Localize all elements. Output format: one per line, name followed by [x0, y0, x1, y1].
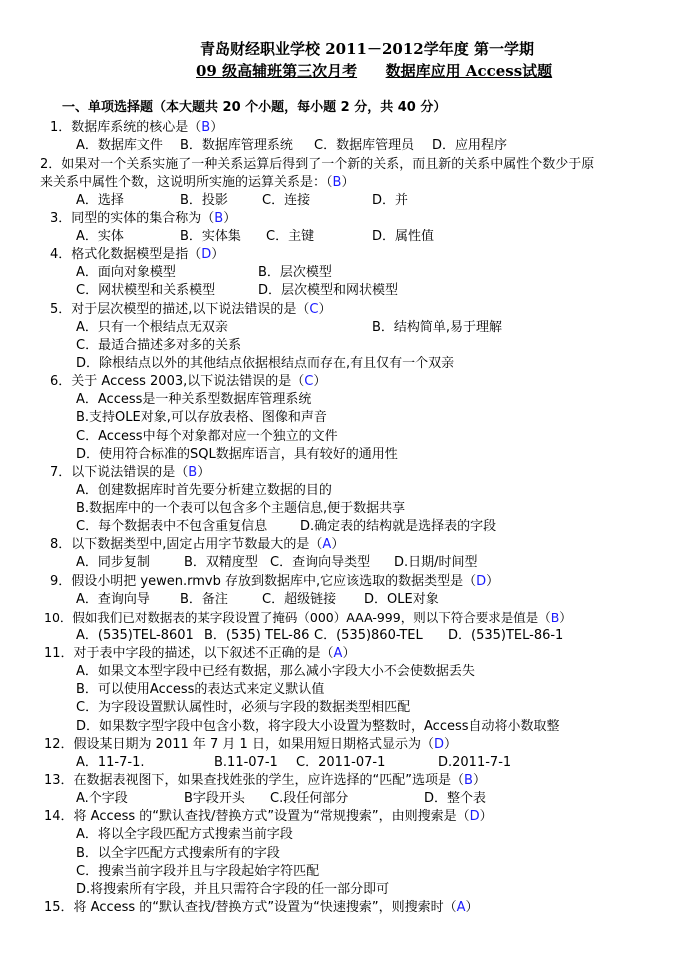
option: A．面向对象模型 — [76, 265, 176, 280]
question-stem: 9．假设小明把 yewen.rmvb 存放到数据库中,它应该选取的数据类型是（D） — [50, 574, 500, 589]
question-stem: 4．格式化数据模型是指（D） — [50, 247, 225, 262]
option: D.日期/时间型 — [394, 555, 478, 570]
section-title: 一、单项选择题（本大题共 20 个小题，每小题 2 分，共 40 分） — [62, 100, 447, 115]
exam-subtitle — [196, 60, 552, 81]
question-stem: 15．将 Access 的“默认查找/替换方式”设置为“快速搜索”，则搜索时（A） — [44, 900, 479, 915]
question-stem: 7．以下说法错误的是（B） — [50, 465, 211, 480]
option: B．数据库管理系统 — [180, 138, 293, 153]
option: D．除根结点以外的其他结点依据根结点而存在,有且仅有一个双亲 — [76, 356, 455, 371]
option: B.11-07-1 — [214, 755, 278, 770]
answer: B — [550, 610, 560, 625]
option: A．只有一个根结点无双亲 — [76, 320, 228, 335]
question-stem: 10．假如我们已对数据表的某字段设置了掩码（000）AAA-999，则以下符合要求是值是（B） — [44, 610, 572, 625]
exam-right: 数据库应用 Access试题 — [385, 62, 553, 80]
option: C．Access中每个对象都对应一个独立的文件 — [76, 429, 338, 444]
option: B.支持OLE对象,可以存放表格、图像和声音 — [76, 410, 327, 425]
option: C．2011-07-1 — [296, 755, 386, 770]
option: B．以全字匹配方式搜索所有的字段 — [76, 846, 280, 861]
option: A．如果文本型字段中已经有数据，那么减小字段大小不会使数据丢失 — [76, 664, 475, 679]
option: B．层次模型 — [258, 265, 332, 280]
question-stem: 3．同型的实体的集合称为（B） — [50, 211, 237, 226]
option: D．(535)TEL-86-1 — [448, 628, 564, 643]
option: D．如果数字型字段中包含小数，将字段大小设置为整数时，Access自动将小数取整 — [76, 719, 560, 734]
option: D．整个表 — [424, 791, 487, 806]
answer: B — [332, 175, 342, 190]
option: C．查询向导类型 — [270, 555, 371, 570]
option: B．可以使用Access的表达式来定义默认值 — [76, 682, 325, 697]
option: D．层次模型和网状模型 — [258, 283, 399, 298]
answer: B — [188, 465, 198, 480]
question-stem: 11．对于表中字段的描述，以下叙述不正确的是（A） — [44, 646, 356, 661]
answer: D — [476, 574, 487, 589]
option: D.2011-7-1 — [438, 755, 512, 770]
question-stem: 6．关于 Access 2003,以下说法错误的是（C） — [50, 374, 327, 389]
answer: A — [456, 900, 466, 915]
option: C．每个数据表中不包含重复信息 — [76, 519, 268, 534]
option: B．(535) TEL-86 — [204, 628, 310, 643]
option: B.数据库中的一个表可以包含多个主题信息,便于数据共享 — [76, 501, 406, 516]
option: C．最适合描述多对多的关系 — [76, 338, 242, 353]
answer: B — [214, 211, 224, 226]
question-stem: 5．对于层次模型的描述,以下说法错误的是（C） — [50, 302, 332, 317]
option: C．数据库管理员 — [314, 138, 415, 153]
question-stem: 8．以下数据类型中,固定占用字节数最大的是（A） — [50, 537, 345, 552]
option: A．实体 — [76, 229, 124, 244]
option: B．双精度型 — [184, 555, 258, 570]
option: C．为字段设置默认属性时，必须与字段的数据类型相匹配 — [76, 700, 411, 715]
answer: D — [433, 737, 444, 752]
option: A．11-7-1. — [76, 755, 145, 770]
question-stem: 12．假设某日期为 2011 年 7 月 1 日，如果用短日期格式显示为（D） — [44, 737, 457, 752]
answer: C — [309, 302, 319, 317]
option: B．备注 — [180, 592, 228, 607]
option: B．投影 — [180, 193, 228, 208]
option: C．(535)860-TEL — [314, 628, 423, 643]
option: D.将搜索所有字段，并且只需符合字段的任一部分即可 — [76, 882, 390, 897]
option: A．数据库文件 — [76, 138, 163, 153]
option: C．连接 — [262, 193, 311, 208]
option: A．查询向导 — [76, 592, 150, 607]
option: C．网状模型和关系模型 — [76, 283, 216, 298]
answer: D — [469, 809, 480, 824]
option: C.段任何部分 — [270, 791, 349, 806]
question-stem: 来关系中属性个数，这说明所实施的运算关系是：（B） — [40, 175, 355, 190]
question-stem: 2．如果对一个关系实施了一种关系运算后得到了一个新的关系，而且新的关系中属性个数少于原 — [40, 157, 595, 172]
question-stem: 13．在数据表视图下，如果查找姓张的学生，应许选择的“匹配”选项是（B） — [44, 773, 486, 788]
exam-left: 09 级高辅班第三次月考 — [196, 62, 358, 80]
option: D．属性值 — [372, 229, 435, 244]
option: A．创建数据库时首先要分析建立数据的目的 — [76, 483, 332, 498]
option: C．主键 — [266, 229, 315, 244]
option: D．OLE对象 — [364, 592, 439, 607]
option: B．实体集 — [180, 229, 241, 244]
option: A．选择 — [76, 193, 124, 208]
option: A．将以全字段匹配方式搜索当前字段 — [76, 827, 293, 842]
answer: A — [333, 646, 343, 661]
option: A．Access是一种关系型数据库管理系统 — [76, 392, 312, 407]
answer: B — [201, 120, 211, 135]
answer: A — [322, 537, 332, 552]
option: C．搜索当前字段并且与字段起始字符匹配 — [76, 864, 320, 879]
answer: B — [464, 773, 473, 788]
option: D．并 — [372, 193, 409, 208]
option: D．使用符合标准的SQL数据库语言，具有较好的通用性 — [76, 447, 398, 462]
option: C．超级链接 — [262, 592, 337, 607]
option: B字段开头 — [184, 791, 245, 806]
option: A．同步复制 — [76, 555, 150, 570]
school-title: 青岛财经职业学校 2011－2012学年度 第一学期 — [200, 40, 534, 58]
option: A．(535)TEL-8601 — [76, 628, 194, 643]
option: A.个字段 — [76, 791, 128, 806]
option: B．结构简单,易于理解 — [372, 320, 503, 335]
answer: D — [201, 247, 212, 262]
answer: C — [304, 374, 314, 389]
question-stem: 14．将 Access 的“默认查找/替换方式”设置为“常规搜索”，由则搜索是（D） — [44, 809, 493, 824]
option: D.确定表的结构就是选择表的字段 — [300, 519, 497, 534]
question-stem: 1．数据库系统的核心是（B） — [50, 120, 224, 135]
option: D．应用程序 — [432, 138, 508, 153]
